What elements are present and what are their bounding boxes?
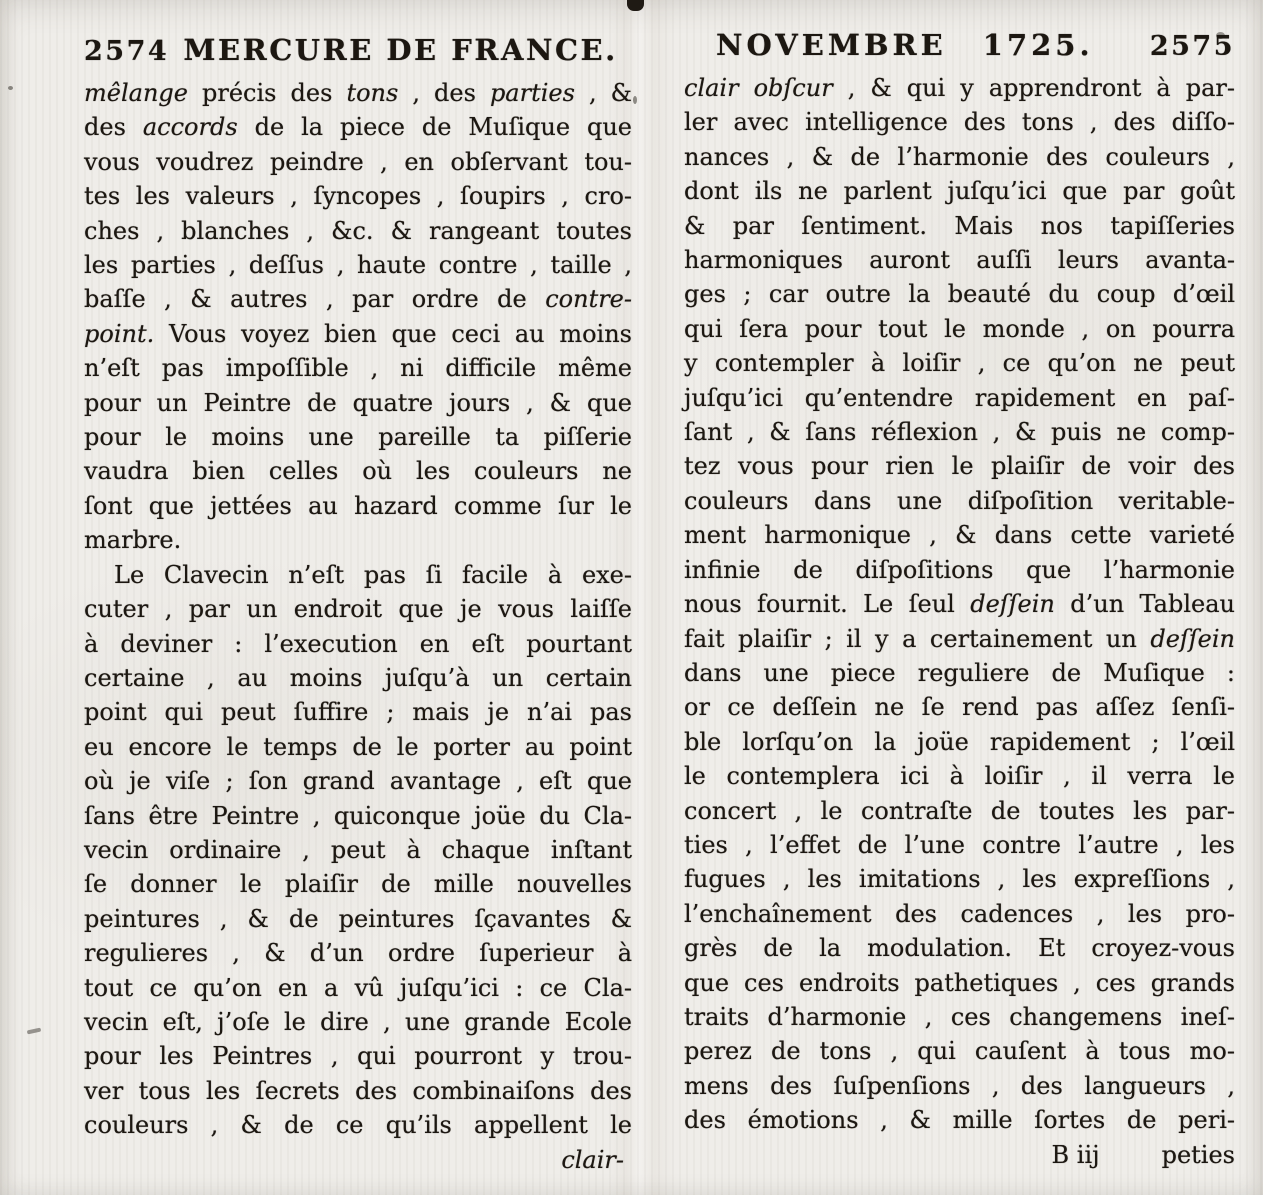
text-line: & par ſentiment. Mais nos tapiſſeries	[684, 211, 1235, 240]
text-line: ſans être Peintre , quiconque joüe du Cla-	[84, 801, 632, 830]
gathering-signature: B iij	[1051, 1140, 1100, 1169]
text-line: fait plaiſir ; il y a certainement un deſſein	[684, 624, 1235, 653]
text-line: tes les valeurs , ſyncopes , ſoupirs , cro-	[84, 182, 632, 211]
text-line: clair obſcur , & qui y apprendront à par-	[684, 74, 1235, 102]
text-line: infinie de diſpoſitions que l’harmonie	[684, 555, 1235, 584]
text-line: pour le moins une pareille ta piſſerie	[84, 423, 632, 452]
text-line: ges ; car outre la beauté du coup d’œil	[684, 280, 1235, 309]
text-line: cuter , par un endroit que je vous laiſſe	[84, 595, 632, 624]
text-line: à deviner : l’execution en eſt pourtant	[84, 629, 632, 658]
text-line: ver tous les ſecrets des combinaiſons des	[84, 1076, 632, 1105]
left-page-number: 2574	[84, 36, 170, 67]
text-line: l’enchaînement des cadences , les pro-	[684, 899, 1235, 928]
right-page-number: 2575	[1149, 31, 1235, 62]
text-line: ler avec intelligence des tons , des diſſo-	[684, 108, 1235, 137]
text-line: pour un Peintre de quatre jours , & que	[84, 388, 632, 417]
text-line: ties , l’effet de l’une contre l’autre , les	[684, 830, 1235, 859]
text-line: nances , & de l’harmonie des couleurs ,	[684, 142, 1235, 171]
text-line: peintures , & de peintures ſçavantes &	[84, 904, 632, 933]
text-line: pour les Peintres , qui pourront y trou-	[84, 1042, 632, 1071]
text-line: vous voudrez peindre , en obſervant tou-	[84, 147, 632, 176]
text-line: vecin eſt, j’oſe le dire , une grande Ecole	[84, 1007, 632, 1036]
text-line: regulieres , & d’un ordre ſuperieur à	[84, 939, 632, 968]
text-line: qui ſera pour tout le monde , on pourra	[684, 314, 1235, 343]
text-line: or ce deſſein ne ſe rend pas aſſez ſenſi-	[684, 693, 1235, 722]
text-line: tez vous pour rien le plaiſir de voir des	[684, 452, 1235, 481]
text-line: traits d’harmonie , ces changemens ineſ-	[684, 1002, 1235, 1031]
right-running-title: NOVEMBRE 1725.	[716, 28, 1094, 62]
text-line: perez de tons , qui cauſent à tous mo-	[684, 1037, 1235, 1066]
text-line: y contempler à loiſir , ce qu’on ne peut	[684, 349, 1235, 378]
text-line: juſqu’ici qu’entendre rapidement en paſ-	[684, 383, 1235, 412]
gutter-ink-mark	[627, 0, 644, 11]
text-line: couleurs , & de ce qu’ils appellent le	[84, 1111, 632, 1140]
text-line: vecin ordinaire , peut à chaque inſtant	[84, 835, 632, 864]
left-page-header	[84, 33, 632, 67]
ink-speck	[8, 86, 13, 90]
left-page-text	[84, 76, 632, 1177]
text-line: des accords de la piece de Muſique que	[84, 113, 632, 142]
text-line: mens des ſuſpenſions , des langueurs ,	[684, 1071, 1235, 1100]
text-line: n’eſt pas impoſſible , ni difficile même	[84, 354, 632, 383]
text-line: eu encore le temps de le porter au point	[84, 732, 632, 761]
text-line: Le Clavecin n’eſt pas ſi facile à exe-	[114, 560, 632, 589]
right-page	[684, 28, 1235, 1172]
text-line: dont ils ne parlent juſqu’ici que par goût	[684, 177, 1235, 206]
text-line: ſont que jettées au hazard comme ſur le	[84, 491, 632, 520]
text-line: grès de la modulation. Et croyez-vous	[684, 934, 1235, 963]
text-line: dans une piece reguliere de Muſique :	[684, 658, 1235, 687]
text-line: mêlange précis des tons , des parties , &	[84, 79, 632, 107]
signature-catchword-line	[684, 1138, 1235, 1172]
text-line: que ces endroits pathetiques , ces grands	[684, 968, 1235, 997]
text-line: tout ce qu’on en a vû juſqu’ici : ce Cla-	[84, 973, 632, 1002]
text-line: point qui peut ſuffire ; mais je n’ai pas	[84, 698, 632, 727]
text-line: clair-	[561, 1145, 624, 1174]
left-running-title: MERCURE DE FRANCE.	[183, 33, 618, 67]
text-line: ches , blanches , &c. & rangeant toutes	[84, 216, 632, 245]
text-line: les parties , deſſus , haute contre , taille ,	[84, 251, 632, 280]
catchword: peties	[1161, 1140, 1235, 1169]
text-line: ment harmonique , & dans cette varieté	[684, 521, 1235, 550]
ink-speck	[633, 96, 637, 104]
text-line: certaine , au moins juſqu’à un certain	[84, 663, 632, 692]
text-line: concert , le contraſte de toutes les par-	[684, 796, 1235, 825]
text-line: marbre.	[84, 526, 182, 555]
text-line: ble lorſqu’on la joüe rapidement ; l’œil	[684, 727, 1235, 756]
text-line: où je viſe ; ſon grand avantage , eſt que	[84, 767, 632, 796]
text-line: baſſe , & autres , par ordre de contre-	[84, 285, 632, 314]
text-line: fugues , les imitations , les expreſſions ,	[684, 865, 1235, 894]
text-line: ſe donner le plaiſir de mille nouvelles	[84, 870, 632, 899]
left-page	[84, 33, 632, 1177]
text-line: point. Vous voyez bien que ceci au moins	[84, 319, 632, 348]
text-line: couleurs dans une diſpoſition veritable-	[684, 486, 1235, 515]
text-line: nous fournit. Le ſeul deſſein d’un Tableau	[684, 590, 1235, 619]
right-page-header	[684, 28, 1235, 62]
text-line: des émotions , & mille ſortes de peri-	[684, 1106, 1235, 1135]
text-line: le contemplera ici à loiſir , il verra le	[684, 762, 1235, 791]
text-line: ſant , & ſans réflexion , & puis ne comp-	[684, 418, 1235, 447]
text-line: harmoniques auront auſſi leurs avanta-	[684, 246, 1235, 275]
right-page-text	[684, 71, 1235, 1138]
text-line: vaudra bien celles où les couleurs ne	[84, 457, 632, 486]
